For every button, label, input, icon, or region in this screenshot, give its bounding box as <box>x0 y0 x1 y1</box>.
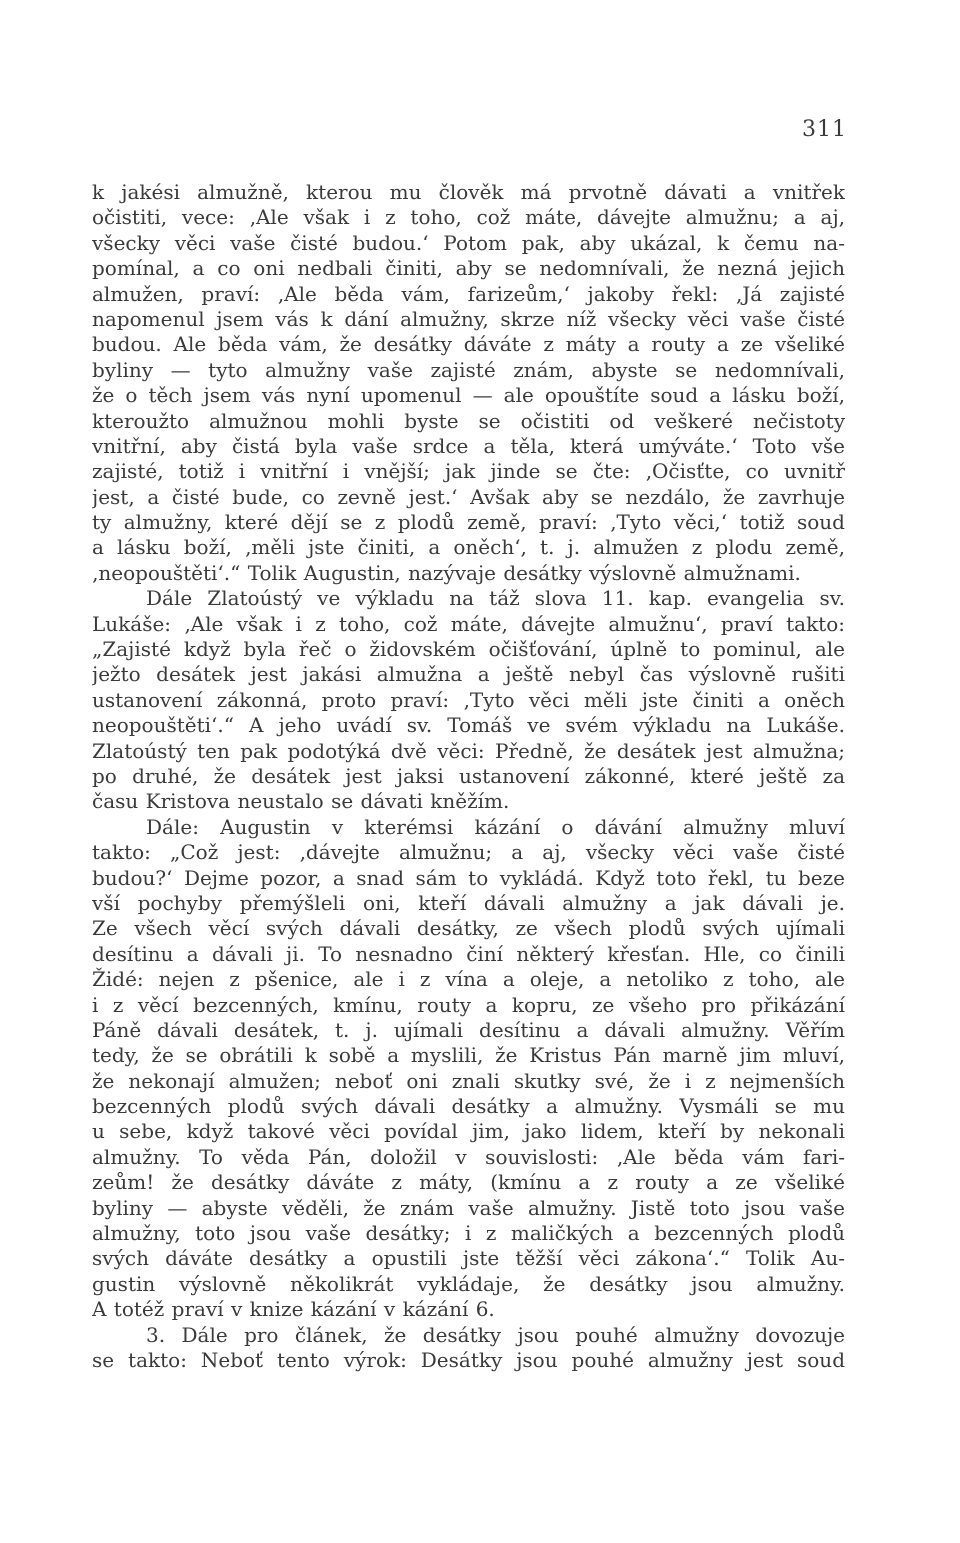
text-line: i z věcí bezcenných, kmínu, routy a kopru, ze všeho pro přikázání <box>92 992 845 1017</box>
text-line: tedy, že se obrátili k sobě a myslili, že Kristus Pán marně jim mluví, <box>92 1043 845 1068</box>
text-line: u sebe, když takové věci povídal jim, jako lidem, kteří by nekonali <box>92 1119 845 1144</box>
text-line: bezcenných plodů svých dávali desátky a almužny. Vysmáli se mu <box>92 1094 845 1119</box>
text-line: Zlatoústý ten pak podotýká dvě věci: Předně, že desátek jest almužna; <box>92 738 845 763</box>
text-line: že o těch jsem vás nyní upomenul — ale opouštíte soud a lásku boží, <box>92 383 845 408</box>
text-line: napomenul jsem vás k dání almužny, skrze níž všecky věci vaše čisté <box>92 306 845 331</box>
text-line: po druhé, že desátek jest jaksi ustanovení zákonné, které ještě za <box>92 763 845 788</box>
text-line: ‚neopouštěti‘.“ Tolik Augustin, nazývaje desátky výslovně almužnami. <box>92 560 801 585</box>
text-line: ježto desátek jest jakási almužna a ještě nebyl čas výslovně rušiti <box>92 662 845 687</box>
text-line: ty almužny, které dějí se z plodů země, praví: ‚Tyto věci,‘ totiž soud <box>92 510 845 535</box>
text-line: 3. Dále pro článek, že desátky jsou pouhé almužny dovozuje <box>146 1322 845 1347</box>
text-line: neopouštěti‘.“ A jeho uvádí sv. Tomáš ve svém výkladu na Lukáše. <box>92 713 845 738</box>
text-line: desítinu a dávali ji. To nesnadno činí některý křesťan. Hle, co činili <box>92 941 845 966</box>
text-line: Páně dávali desátek, t. j. ujímali desítinu a dávali almužny. Věřím <box>92 1017 845 1042</box>
paragraph <box>92 1323 845 1374</box>
text-line: všecky věci vaše čisté budou.‘ Potom pak, aby ukázal, k čemu na- <box>92 230 845 255</box>
text-line: že nekonají almužen; neboť oni znali skutky své, že i z nejmenších <box>92 1068 845 1093</box>
text-line: byliny — abyste věděli, že znám vaše almužny. Jistě toto jsou vaše <box>92 1195 845 1220</box>
text-line: se takto: Neboť tento výrok: Desátky jsou pouhé almužny jest soud <box>92 1347 845 1372</box>
text-line: almužen, praví: ‚Ale běda vám, farizeům,‘ jakoby řekl: ‚Já zajisté <box>92 281 845 306</box>
text-line: k jakési almužně, kterou mu člověk má prvotně dávati a vnitřek <box>92 180 845 204</box>
text-line: Lukáše: ‚Ale však i z toho, což máte, dávejte almužnu‘, praví takto: <box>92 611 845 636</box>
text-line: Dále Zlatoústý ve výkladu na táž slova 11. kap. evangelia sv. <box>146 586 845 611</box>
text-line: almužny. To věda Pán, doložil v souvislosti: ‚Ale běda vám fari- <box>92 1144 845 1169</box>
text-line: jest, a čisté bude, co zevně jest.‘ Avšak aby se nezdálo, že zavrhuje <box>92 484 845 509</box>
text-line: byliny — tyto almužny vaše zajisté znám, abyste se nedomnívali, <box>92 357 845 382</box>
paragraph <box>92 180 845 586</box>
text-line: vnitřní, aby čistá byla vaše srdce a těla, která umýváte.‘ Toto vše <box>92 433 845 458</box>
text-line: „Zajisté když byla řeč o židovském očišťování, úplně to pominul, ale <box>92 637 845 662</box>
text-line: gustin výslovně několikrát vykládaje, že desátky jsou almužny. <box>92 1271 845 1296</box>
text-line: Dále: Augustin v kterémsi kázání o dávání almužny mluví <box>146 814 845 839</box>
text-line: takto: „Což jest: ‚dávejte almužnu; a aj, všecky věci vaše čisté <box>92 840 845 865</box>
paragraph <box>92 586 845 815</box>
text-line: vší pochyby přemýšleli oni, kteří dávali almužny a jak dávali je. <box>92 890 845 915</box>
text-line: a lásku boží, ‚měli jste činiti, a oněch‘, t. j. almužen z plodu země, <box>92 535 845 560</box>
text-line: pomínal, a co oni nedbali činiti, aby se nedomnívali, že nezná jejich <box>92 256 845 281</box>
text-line: budou. Ale běda vám, že desátky dáváte z máty a routy a ze všeliké <box>92 332 845 357</box>
text-line: času Kristova neustalo se dávati kněžím. <box>92 789 510 814</box>
text-line: almužny, toto jsou vaše desátky; i z maličkých a bezcenných plodů <box>92 1221 845 1246</box>
text-line: Židé: nejen z pšenice, ale i z vína a oleje, a netoliko z toho, ale <box>92 967 845 992</box>
text-line: budou?‘ Dejme pozor, a snad sám to vykládá. Když toto řekl, tu beze <box>92 865 845 890</box>
text-line: očistiti, vece: ‚Ale však i z toho, což máte, dávejte almužnu; a aj, <box>92 205 845 230</box>
text-line: A totéž praví v knize kázání v kázání 6. <box>92 1297 495 1322</box>
text-line: Ze všech věcí svých dávali desátky, ze všech plodů svých ujímali <box>92 916 845 941</box>
text-line: zeům! že desátky dáváte z máty, (kmínu a z routy a ze všeliké <box>92 1170 845 1195</box>
body-text <box>92 180 845 1373</box>
page-number: 311 <box>802 117 847 142</box>
text-line: zajisté, totiž i vnitřní i vnější; jak jinde se čte: ‚Očisťte, co uvnitř <box>92 459 845 484</box>
paragraph <box>92 815 845 1323</box>
text-line: ustanovení zákonná, proto praví: ‚Tyto věci měli jste činiti a oněch <box>92 687 845 712</box>
text-line: kteroužto almužnou mohli byste se očistiti od veškeré nečistoty <box>92 408 845 433</box>
text-line: svých dáváte desátky a opustili jste těžší věci zákona‘.“ Tolik Au- <box>92 1246 845 1271</box>
